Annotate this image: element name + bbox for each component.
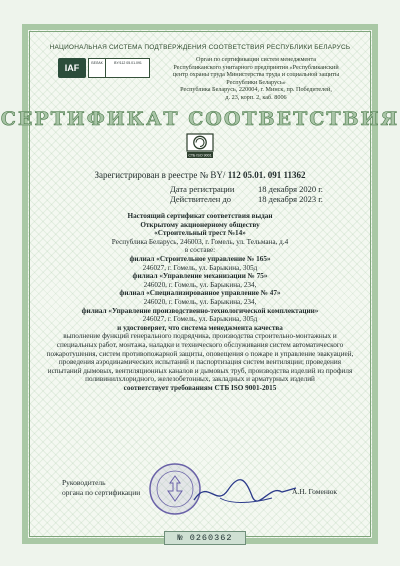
certificate-body (44, 212, 356, 392)
signatory-role (62, 478, 140, 497)
organ-line: центр охраны труда Министерства труда и социальной защиты (172, 71, 340, 79)
dates-block (170, 184, 370, 204)
accreditation-logo-cell: БЕЛАК (89, 59, 106, 77)
signatory-role-line: органа по сертификации (62, 487, 141, 497)
organ-line: Республиканского унитарного предприятия «Республиканский (173, 63, 339, 71)
registry-line (0, 170, 400, 180)
registry-number: 112 05.01. 091 11362 (227, 170, 306, 180)
certificate-title: СЕРТИФИКАТ СООТВЕТСТВИЯ (0, 108, 400, 130)
accreditation-logo (88, 58, 150, 78)
branch-address: 246020, г. Гомель, ул. Барыкина, 234, (143, 280, 257, 289)
branch-address: 246027, г. Гомель, ул. Барыкина, 305д (142, 263, 258, 272)
company-name: «Строительный трест №14» (154, 229, 246, 238)
company-address: Республика Беларусь, 246003, г. Гомель, ул. Тельмана, д.4 (111, 237, 289, 246)
composition-line: в составе: (184, 246, 216, 255)
signatory-name: А.Н. Гоменюк (292, 487, 338, 496)
organ-line: д. 23, корп. 2, каб. 8006 (225, 93, 287, 101)
valid-until-label: Действителен до (170, 194, 232, 204)
branch-name: филиал «Строительное управление № 165» (129, 254, 271, 263)
signature-icon (190, 470, 300, 510)
branch-name: филиал «Управление механизации № 75» (132, 272, 268, 281)
signatory-role-line: Руководитель (62, 478, 106, 487)
organ-line: Республики Беларусь» (226, 78, 286, 86)
scope-text: выполнение функций генерального подрядчика, производства строительно-монтажных и специальных работ, монтажа, наладки и технического обслуживания систем автоматического пожаротушения, систем противопожарной защиты, оповещения о пожаре и управление эвакуацией, проведения аэродинамических испытаний и паспортизация систем вентиляции; проведения испытаний дымовых, вентиляционных каналов и дымовых труб, производства изделий из профиля поливинилхлоридного, железобетонных, закладных и арматурных изделий (46, 332, 354, 384)
conformity-mark-icon (186, 133, 214, 159)
serial-number: № 0260362 (164, 531, 246, 545)
branch-address: 246020, г. Гомель, ул. Барыкина, 234, (143, 297, 257, 306)
company-type: Открытому акционерному обществу (140, 220, 260, 229)
branch-name: филиал «Специализированное управление № 47» (119, 289, 281, 298)
certify-line: и удостоверяет, что система менеджмента качества (117, 323, 283, 332)
conformity-line: соответствует требованиям СТБ ISO 9001-2015 (123, 383, 277, 392)
mark-label: СТБ ISO 9001 (188, 153, 212, 158)
registry-prefix: Зарегистрирован в реестре № BY/ (94, 170, 226, 180)
valid-until-value: 18 декабря 2023 г. (258, 194, 323, 204)
accreditation-logo-number: BY/112 05.01.091 (114, 61, 142, 65)
certification-body (156, 56, 356, 102)
registration-date-value: 18 декабря 2020 г. (258, 184, 323, 194)
organ-line: Орган по сертификации систем менеджмента (196, 56, 316, 63)
branch-address: 246027, г. Гомель, ул. Барыкина, 305д (142, 315, 258, 324)
registration-date-label: Дата регистрации (170, 184, 235, 194)
system-header: НАЦИОНАЛЬНАЯ СИСТЕМА ПОДТВЕРЖДЕНИЯ СООТВЕТСТВИЯ РЕСПУБЛИКИ БЕЛАРУСЬ (49, 44, 351, 51)
issued-line: Настоящий сертификат соответствия выдан (127, 212, 273, 220)
organ-line: Республика Беларусь, 220004, г. Минск, пр. Победителей, (180, 86, 332, 94)
branch-name: филиал «Управление производственно-технологической комплектации» (81, 306, 319, 315)
iaf-logo: IAF (58, 58, 86, 78)
